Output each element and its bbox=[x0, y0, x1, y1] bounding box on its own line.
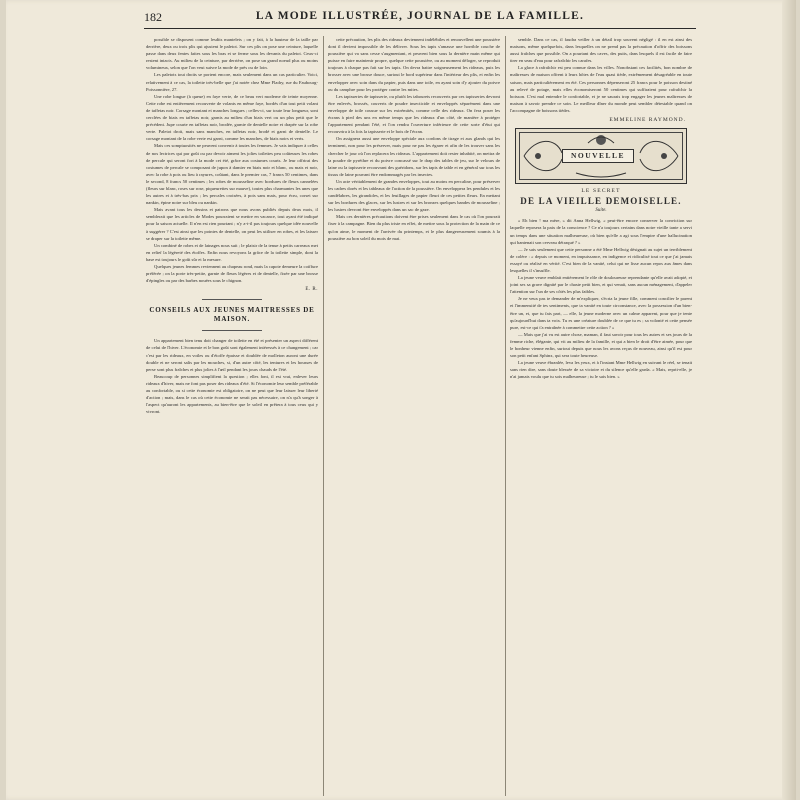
paragraph: Je ne veux pas te demander de m'expliquer, s'écria la jeune fille, comment concilier le parent et l'immensité de tes sentiments, que ta vanité en toute circonstance, avec la possession d'un bien-être un, et, que tu fais part, — elle, la jeune moderne avec un calme apparent, pour que je tente qu'aujourd'hui dans ta voix. Tu es une créature doublée de ce que tu es ; sa volonté et cette pensée pure, est-ce qui t'a entraînée à commettre cette action ? » bbox=[510, 296, 692, 330]
title-underline bbox=[202, 330, 262, 331]
paragraph: — Je sais seulement que cette personne a été Mme Hellwig désignait au sujet un terriblement de colère : « depuis ce moment, en impuissance, en indigence et ridiculisé tout ce que j'ai jamais essayé ou réalisé en vérité. C'est bien de la vanité, celui qui ne lisse aucun repos aux âmes dans lesquelles il s'insuffle. bbox=[510, 246, 692, 273]
column-fashion-article bbox=[146, 36, 318, 796]
paragraph: Un acte véritablement de grandes enveloppes, tout au moins en percaline, pour préserver les cadres dorés et les tableaux de l'action de la poussière. On enveloppera les pendules et les candélabres, les girandoles, et les feuillages de papier fleuri de ces petites fleurs. En mettant sur les bordures des glaces, sur les lustres et sur les bronzes quelques bandes de mousseline ; les lustres devront être enveloppés dans un sac de gaze. bbox=[328, 178, 500, 213]
section-divider bbox=[202, 299, 262, 300]
paragraph: Quelques jeunes femmes reviennent au chapeau rond, mais la capote demeure la coiffure préférée ; on la porte très-petite, garnie de fleurs légères et de dentelle, fixée par une brosse d'épingles ou par des barbes nouées sous le chignon. bbox=[146, 264, 318, 284]
paragraph: « Eh bien ! ma mère, » dit Anna Hellwig, « peut-être encore conserver la conviction sur laquelle reposera la paix de la conscience ? Ce n'a toujours certains dans notre vieille tante a servi un temps dans une situation malheureuse, où bien qu'elle a agi sous l'empire d'une hallucination qui bantenait son cerveau détraqué ? » bbox=[510, 218, 692, 245]
column-story bbox=[510, 36, 692, 796]
page-binding-edge bbox=[782, 0, 796, 800]
paragraph: Les tapisseries de tapisserie, ou plutôt les tabourets recouverts par ces tapisseries devront être enlevés, brossés, couverts de poudre insecticide et enveloppés séparément dans une enveloppe de toile cousue sur les extrémités, comme celle des rideaux. On fera poser les écrans à pied des uns en même temps que les rideaux d'un côté, de manière à protéger l'appartement pendant l'été, et l'on rendra l'ouverture inférieure de cette sorte d'étui qui recouvrira à la fois la tapisserie et le bois de l'écran. bbox=[328, 93, 500, 135]
story-title: DE LA VIEILLE DEMOISELLE. bbox=[520, 196, 682, 207]
paragraph: Un appartement bien tenu doit changer de toilette en été et présenter un aspect différent de celui de l'hiver. L'économie et le bon goût sont également intéressés à ce changement ; car c'est par les rideaux, en voiles ou d'étoffe épaisse et doublée de molleton auront une durée double et ne seront salis par les mouches, si, d'un autre côté, les tentures et les housses de perse sont plus fraîches et plus jolies à l'œil pendant les jours chauds de l'été. bbox=[146, 338, 318, 372]
newspaper-page bbox=[6, 0, 796, 800]
paragraph: La jeune veuve emblait entièrement le rôle de douloureuse reprendante qu'elle avait adopté, et joint ses sa grave dignité par le chaste petit bien, et qui venait, sans aucun ménagement, d'appeler l'attention sur l'un de ses côtés les plus faibles. bbox=[510, 275, 692, 295]
journal-title: LA MODE ILLUSTRÉE, JOURNAL DE LA FAMILLE. bbox=[255, 10, 585, 22]
signature-initials: E. R. bbox=[305, 287, 318, 293]
story-suite: Suite. bbox=[595, 208, 607, 214]
paragraph: On assignera aussi une enveloppe spéciale aux cordons de tirage et aux glands qui les terminent, non pour les préserver, mais pour ne pas les égarer et afin de les trouver sans les chercher le jour où l'on replacera les rideaux. L'appartement doit rester inhabité, on mettra de la poudre de pyrèthre et du poivre concassé sur le drap des tables de jeu, sur le velours de laine ou la tapisserie recouvrant des guéridons, sur les tapis de table et en général sur tous les tissus de laine pouvant être endommagés par les insectes. bbox=[328, 136, 500, 177]
paragraph: Un combiné de robes et de lainages nous suit ; le plaisir de la tenue à petits carreaux met en relief la légèreté des étoffes. Enfin nous revoyons la grâce de la toilette simple, dont la base est toujours le goût sûr et la mesure. bbox=[146, 242, 318, 262]
paragraph: Une robe longue (à queue) en faye verte, de ce beau vert moderne de teinte moyenne. Cette robe est entièrement recouverte de volants en même faye, bordés d'un tout petit volant de taffetas noir. Corsage montant et manches longues ; celles-ci, sur toute leur longueur, sont cerclées de biais en taffetas noir, garnis au milieu d'un biais vert ou un plus petit que le précédent. Jupe courte en taffetas noir, brodée, garnie de dentelle noire et drapée sur la robe verte. Paletot droit, mais sans manches, en taffetas noir, brodé et garni de dentelle. Le corsage montant de la robe verte est garni, comme les manches, de biais noirs et verts. bbox=[146, 93, 318, 142]
paragraph: La jeune veuve ébranlée, leva les yeux, et à l'instant Mme Hellwig en suivant le réel, se tenait sans rien dire, sans doute blessée de sa victoire et du silence qu'elle garda. « Mais, reprit-elle, je n'ai jamais voulu que tu sois malheureuse ; tu le sais bien. » bbox=[510, 360, 692, 380]
paragraph: possible se disposent comme lesdits mantelets ; on y fait, à la hauteur de la taille par derrière, deux ou trois plis qui ajustent le paletot. Sur ces plis on pose une ceinture, laquelle passe dans deux fentes faites sous les bras et se ferme sous les devants du paletot. Ceux-ci restent intacts. Au milieu de la ceinture, par derrière, on pose un grand noeud plus ou moins volumineux, selon que l'on veut suivre la mode de près ou de loin. bbox=[146, 37, 318, 71]
page-number: 182 bbox=[144, 10, 162, 24]
paragraph: — Mais que j'ai vu est autre chose, maman, il faut savoir pour tous les autres et ses jours de la femme riche, élégante, qui vit au milieu de la famille, et qui a bien le droit d'être aimée, pour que le bonheur vienne enfin, surtout depuis que nous les avons reçus de nouveau, ainsi qu'il est pour son petit enfant Sphinx, qui sera toute heureuse. bbox=[510, 331, 692, 359]
paragraph: La glace à rafraîchir est peu connue dans les villes. Nonobstant ces facilités, bon nombre de maîtresses de maison offrent à leurs hôtes de l'eau quasi tiède, extrêmement désagréable en toute saison, mais particulièrement en été. Ces personnes dépenseront 25 francs pour le poisson destiné au relevé de potage, mais elles économiseront 50 centimes qui suffiraient pour rafraîchir la boisson. C'est mal entendre le confortable, et je ne saurais trop engager les jeunes maîtresses de maison à savoir prendre ce soin. Le meilleur dîner du monde peut sembler détestable quand on l'accompagne de boissons tièdes. bbox=[510, 65, 692, 113]
paragraph: Mais avant tous les dessins et patrons que nous avons publiés depuis deux mois, il semblerait que les articles de Modes pourraient se mettre en vacance, tout ayant été indiqué pour la saison actuelle. Il n'en est rien pourtant ; n'y a-t-il pas toujours quelque idée nouvelle à suggérer ? C'est ainsi que les pointes de dentelle, on peut les utiliser en robes, et les laisser se draper sur la toilette même. bbox=[146, 207, 318, 241]
page-header bbox=[144, 10, 696, 29]
nouvelle-banner-illustration bbox=[515, 128, 687, 184]
paragraph: semble. Dans ce cas, il faudra veiller à un détail trop souvent négligé : il en est ainsi des maisons, même quelquefois, dans lesquelles on ne prend pas la précaution d'offrir des boissons aussi fraîches que possible. On a pourtant des caves, des puits, dans lesquels il est facile de faire tirer en seau d'eau pour rafraîchir les carafes. bbox=[510, 37, 692, 64]
author-byline: EMMELINE RAYMOND. bbox=[609, 117, 686, 124]
column-rule-left bbox=[323, 36, 324, 796]
column-household-article bbox=[328, 36, 500, 796]
story-kicker: LE SECRET bbox=[581, 188, 621, 195]
paragraph: Mais ces somptuosités ne peuvent convenir à toutes les femmes. Je vais indiquer à celles de nos lectrices qui par goût ou par devoir aiment les jolies toilettes peu coûteuses les robes de percale qui seront fort à la mode cet été, grâce aux costumes courts. Je leur offrirai des costumes de percale se composant de jupon à damier en biais noir et blanc, ou mais et noir, avec la robe à pois ou lieu à rayures, coûtant, dans le premier cas, 7 francs 50 centimes, dans le second, 8 francs 50 centimes ; les robes de mousseline avec bordures de fleurs cannelées (fleurs sur blanc, roses sur rose, piqueurettes sur mauve), toutes plus charmantes les unes que les autres et à très-bas prix ; les percales croisées, à pois sans mais, pour écru, corset sur nankin, épine noire sur bleu ou nankin. bbox=[146, 143, 318, 206]
banner-label: NOUVELLE bbox=[562, 149, 634, 163]
paragraph: cette précaution, les plis des rideaux deviennent indélébiles et renouvellent une poussière dont il devient impossible de les délivrer. Sous les tapis s'amasse une horrible couche de poussière qui va sans cesse s'augmentant, et peuvent bien sous la dernière main même qui puisse en faire maintenir propre, quelque cette poussière, ou au moment déloger, se reproduit toujours à chaque pas fait sur les tapis. On devra battre soigneusement les rideaux, puis les brosser avec une brosse douce, surtout le bord supérieur dans l'intérieur des plis, et enfin les envelopper avec soin dans du papier, puis dans une toile, en ayant soin d'y ajouter du poivre ou du camphre pour les protéger contre les mites. bbox=[328, 37, 500, 92]
paragraph: Beaucoup de personnes simplifient la question ; elles font, il est vrai, enlever leurs rideaux d'hiver, mais ne font pas poser des rideaux d'été. Si l'économie leur semble préférable au confortable, ou si cette économie est obligatoire, on ne peut que leur laisser leur liberté d'action ; mais, dans le cas où cette économie ne serait pas nécessaire, on n'a qu'à songer à l'aspect qu'auront les appartements, au bien-être que le soleil en prêtera à tous ceux qui y vivront. bbox=[146, 373, 318, 415]
paragraph: Les paletots tout droits se portent encore, mais seulement dans un cas particulier. Voici, relativement à ce cas, la toilette très-belle que j'ai notée chez Mme Fladry, rue du Faubourg-Poissonnière, 27. bbox=[146, 72, 318, 92]
column-rule-right bbox=[505, 36, 506, 796]
paragraph: Mais ces dernières précautions doivent être prises seulement dans le cas où l'on pourrait fixer à la campagne. Bien du plus triste en effet, de mettre sous la protection de la main de ce qu'on aime, le moment de l'arrivée du printemps, et le plus dangereusement soumis à la poussière au bon soleil du mois de mai. bbox=[328, 214, 500, 241]
article-title: CONSEILS AUX JEUNES MAITRESSES DE MAISON. bbox=[149, 306, 315, 324]
